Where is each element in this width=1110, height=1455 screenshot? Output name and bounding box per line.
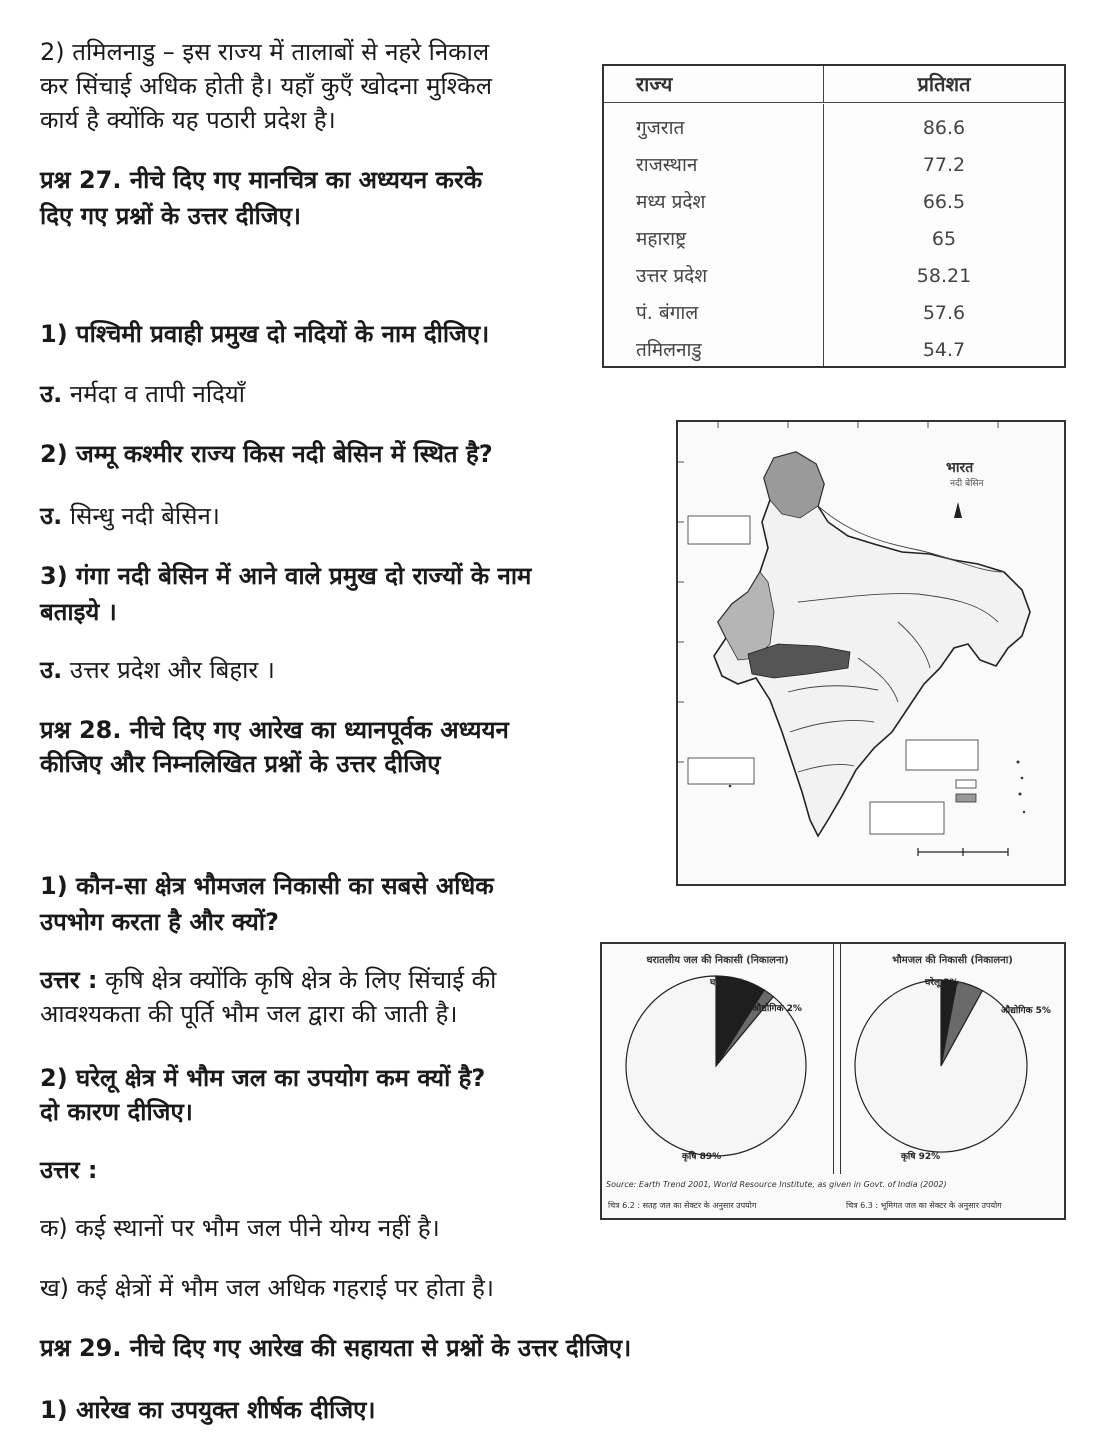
q28-sub2-answer-b: ख) कई क्षेत्रों में भौम जल अधिक गहराई पर होता है।: [40, 1274, 495, 1302]
q27-sub2-question: 2) जम्मू कश्मीर राज्य किस नदी बेसिन में स्थित है?: [40, 440, 493, 468]
q28-sub2-question-line-1: 2) घरेलू क्षेत्र में भौम जल का उपयोग कम क्यों है?: [40, 1064, 486, 1092]
table-cell-state: मध्य प्रदेश: [636, 191, 706, 213]
q28-sub2-answer-a: क) कई स्थानों पर भौम जल पीने योग्य नहीं है।: [40, 1214, 440, 1242]
table-cell-percent: 66.5: [922, 191, 966, 213]
q29-sub1-question: 1) आरेख का उपयुक्त शीर्षक दीजिए।: [40, 1396, 376, 1424]
header-percent: प्रतिशत: [917, 72, 971, 96]
table-cell-state: उत्तर प्रदेश: [636, 265, 708, 287]
pie-title-ground: भौमजल की निकासी (निकालना): [892, 955, 1013, 966]
pie-caption-right: चित्र 6.3 : भूमिगत जल का सेक्टर के अनुसार उपयोग: [846, 1201, 1002, 1210]
pie-source-note: Source: Earth Trend 2001, World Resource Institute, as given in Govt. of India (2002): [606, 1180, 947, 1189]
table-cell-percent: 58.21: [916, 265, 972, 287]
q28-sub1-question-line-1: 1) कौन-सा क्षेत्र भौमजल निकासी का सबसे अधिक: [40, 872, 494, 900]
table-cell-percent: 86.6: [922, 117, 966, 139]
q27-sub3-question-line-2: बताइये ।: [40, 598, 117, 626]
pie-panel-ground: [840, 944, 1064, 1174]
intro-line-1: 2) तमिलनाडु – इस राज्य में तालाबों से नहरे निकाल: [40, 38, 490, 66]
map-drawing: [678, 422, 1064, 884]
table-cell-percent: 65: [931, 228, 957, 250]
pie-label-industrial: औद्योगिक 2%: [752, 1004, 802, 1014]
pie-label-domestic: घरेलू 3%: [925, 978, 959, 988]
answer-text: नर्मदा व तापी नदियाँ: [69, 380, 245, 408]
q28-title-line-2: कीजिए और निम्नलिखित प्रश्नों के उत्तर दीजिए: [40, 750, 441, 778]
map-subtitle: नदी बेसिन: [950, 479, 984, 489]
table-cell-percent: 77.2: [922, 154, 966, 176]
table-cell-state: राजस्थान: [636, 154, 698, 176]
state-percentage-table: [602, 64, 1066, 368]
pie-slice-agriculture: [626, 976, 806, 1156]
q28-sub2-answer-label: उत्तर :: [40, 1156, 98, 1184]
q28-title-line-1: प्रश्न 28. नीचे दिए गए आरेख का ध्यानपूर्वक अध्ययन: [40, 716, 509, 744]
pie-label-industrial: औद्योगिक 5%: [1001, 1006, 1051, 1016]
table-cell-state: पं. बंगाल: [636, 302, 699, 324]
intro-line-2: कर सिंचाई अधिक होती है। यहाँ कुएँ खोदना मुश्किल: [40, 72, 492, 100]
pie-title-surface: धरातलीय जल की निकासी (निकालना): [646, 955, 789, 966]
table-header: [604, 66, 1064, 103]
q27-sub3-question-line-1: 3) गंगा नदी बेसिन में आने वाले प्रमुख दो राज्यों के नाम: [40, 562, 532, 590]
table-cell-state: तमिलनाडु: [636, 339, 702, 361]
answer-text: सिन्धु नदी बेसिन।: [69, 502, 220, 530]
q28-sub2-question-line-2: दो कारण दीजिए।: [40, 1098, 193, 1126]
q29-title: प्रश्न 29. नीचे दिए गए आरेख की सहायता से प्रश्नों के उत्तर दीजिए।: [40, 1334, 632, 1362]
answer-text: उत्तर प्रदेश और बिहार ।: [69, 656, 275, 684]
q27-sub2-answer: [40, 498, 220, 534]
map-title: भारत: [946, 460, 974, 476]
table-cell-state: गुजरात: [636, 117, 685, 139]
answer-label: उ.: [40, 656, 63, 684]
pie-label-agriculture: कृषि 92%: [901, 1152, 941, 1162]
q27-sub1-answer: [40, 376, 245, 412]
q27-title-line-1: प्रश्न 27. नीचे दिए गए मानचित्र का अध्ययन करके: [40, 166, 483, 194]
north-arrow-icon: [954, 502, 962, 518]
q27-sub1-question: 1) पश्चिमी प्रवाही प्रमुख दो नदियों के नाम दीजिए।: [40, 320, 490, 348]
header-state: राज्य: [604, 66, 824, 102]
table-cell-percent: 54.7: [922, 339, 966, 361]
table-cell-percent: 57.6: [922, 302, 966, 324]
answer-label: उ.: [40, 380, 63, 408]
answer-label: उत्तर :: [40, 966, 98, 994]
pie-label-domestic: घरेलू 9%: [710, 978, 744, 988]
q27-title-line-2: दिए गए प्रश्नों के उत्तर दीजिए।: [40, 202, 301, 230]
q28-sub1-question-line-2: उपभोग करता है और क्यों?: [40, 908, 279, 936]
table-cell-state: महाराष्ट्र: [636, 228, 687, 250]
q28-sub1-answer-line-1: [40, 962, 496, 998]
answer-text: कृषि क्षेत्र क्योंकि कृषि क्षेत्र के लिए सिंचाई की: [105, 966, 497, 994]
intro-line-3: कार्य है क्योंकि यह पठारी प्रदेश है।: [40, 106, 336, 134]
pie-caption-left: चित्र 6.2 : सतह जल का सेक्टर के अनुसार उपयोग: [608, 1201, 757, 1210]
answer-label: उ.: [40, 502, 63, 530]
q27-sub3-answer: [40, 652, 275, 688]
india-river-basin-map: [676, 420, 1066, 886]
q28-sub1-answer-line-2: आवश्यकता की पूर्ति भौम जल द्वारा की जाती है।: [40, 1000, 458, 1028]
pie-label-agriculture: कृषि 89%: [682, 1152, 722, 1162]
pie-panel-surface: [602, 944, 834, 1174]
water-usage-pie-charts: [600, 942, 1066, 1220]
